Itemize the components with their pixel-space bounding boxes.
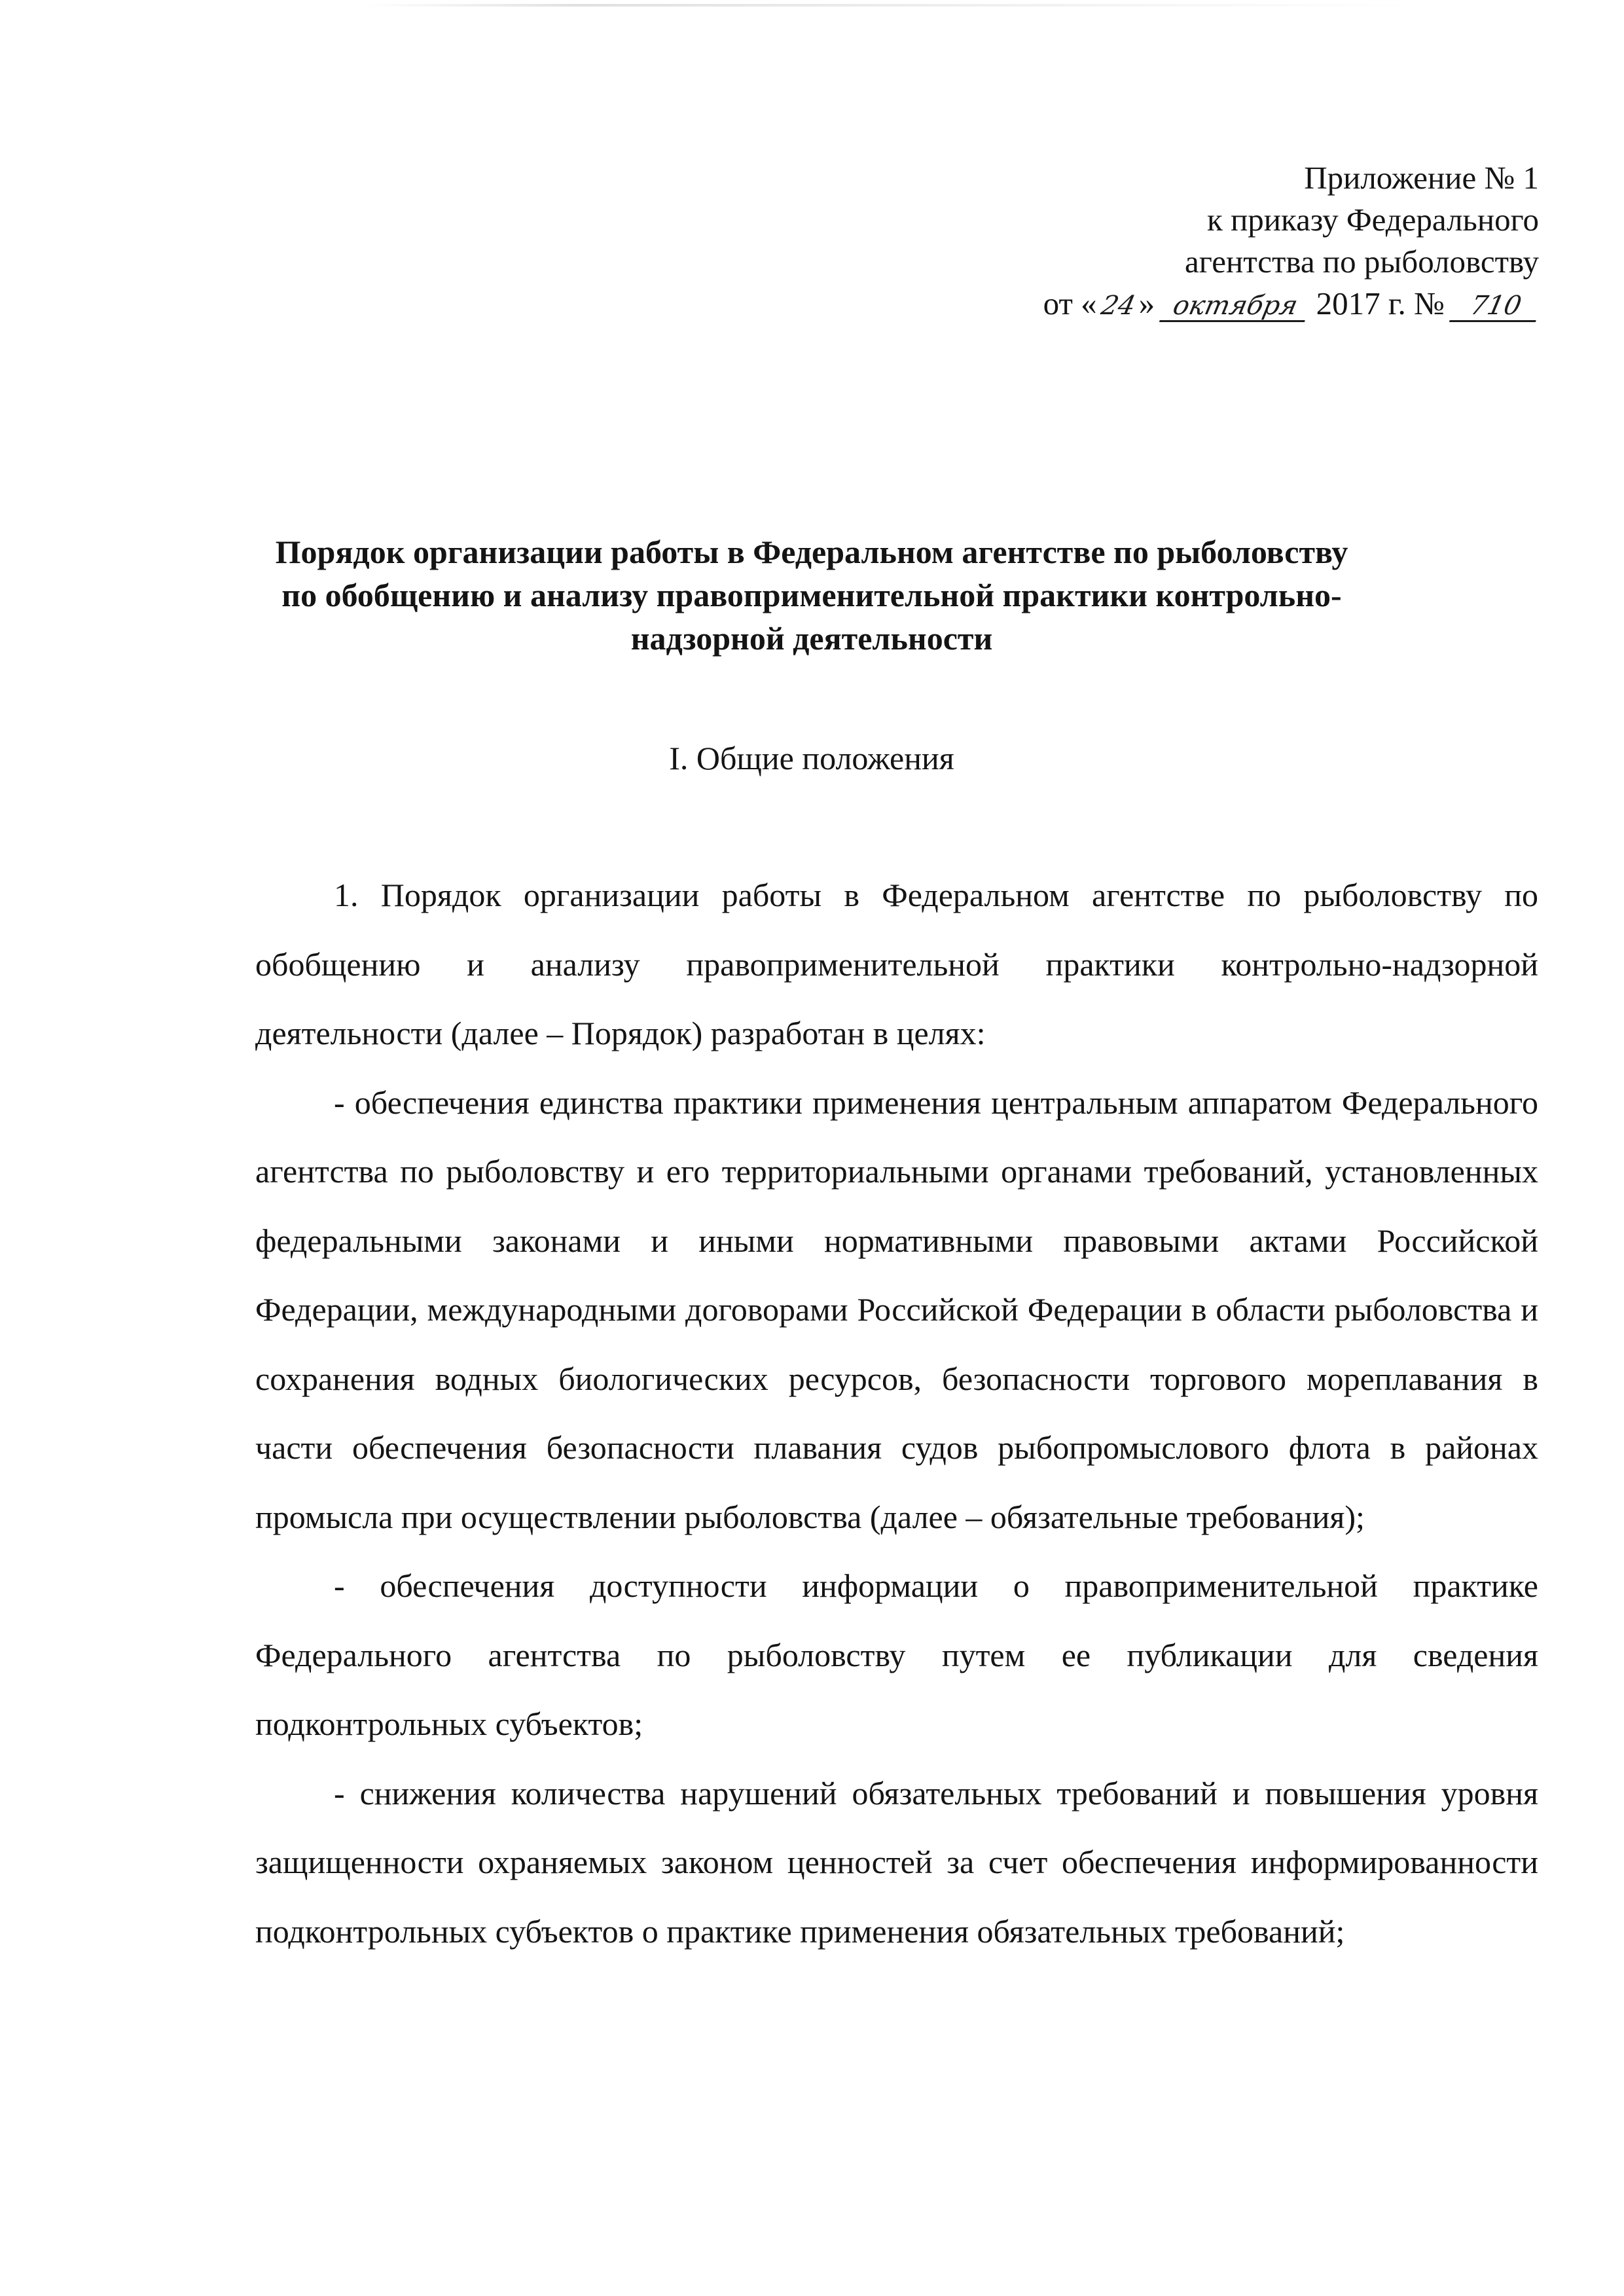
appendix-order-ref: к приказу Федерального (1207, 202, 1539, 238)
handwritten-day: 24 (1098, 291, 1138, 321)
appendix-date-line (884, 283, 1539, 325)
document-title (216, 530, 1407, 660)
date-prefix: от « (1043, 285, 1097, 321)
paragraph-4: - снижения количества нарушений обязательных требований и повышения уровня защищенности охраняемых законом ценностей за счет обеспечения информированности подконтрольных субъектов о практике применения обязательных требований; (255, 1774, 1538, 1950)
handwritten-month: октября (1159, 291, 1311, 322)
document-body (255, 861, 1538, 1966)
date-mid: » (1138, 285, 1155, 321)
scan-artifact (367, 4, 1414, 7)
appendix-header (884, 157, 1539, 325)
title-line-1: Порядок организации работы в Федеральном агентстве по рыболовству (275, 534, 1348, 570)
title-line-2: по обобщению и анализу правоприменительной практики контрольно- (281, 577, 1342, 613)
date-year: 2017 г. № (1316, 285, 1445, 321)
paragraph-3: - обеспечения доступности информации о правоприменительной практике Федерального агентства по рыболовству путем ее публикации для сведения подконтрольных субъектов; (255, 1567, 1538, 1742)
paragraph-2: - обеспечения единства практики применения центральным аппаратом Федерального агентства по рыболовству и его территориальными органами требований, установленных федеральными законами и иными нормативными правовыми актами Российской Федерации, международными договорами Российской Федерации в области рыболовства и сохранения водных биологических ресурсов, безопасности торгового мореплавания в части обеспечения безопасности плавания судов рыбопромыслового флота в районах промысла при осуществлении рыболовства (далее – обязательные требования); (255, 1084, 1538, 1535)
title-line-3: надзорной деятельности (630, 620, 993, 657)
appendix-agency: агентства по рыболовству (1185, 244, 1539, 280)
section-heading: I. Общие положения (669, 740, 954, 776)
handwritten-order-number: 710 (1449, 291, 1542, 322)
appendix-number: Приложение № 1 (1304, 160, 1539, 196)
paragraph-1: 1. Порядок организации работы в Федеральном агентстве по рыболовству по обобщению и анализу правоприменительной практики контрольно-надзорной деятельности (далее – Порядок) разработан в целях: (255, 877, 1538, 1051)
